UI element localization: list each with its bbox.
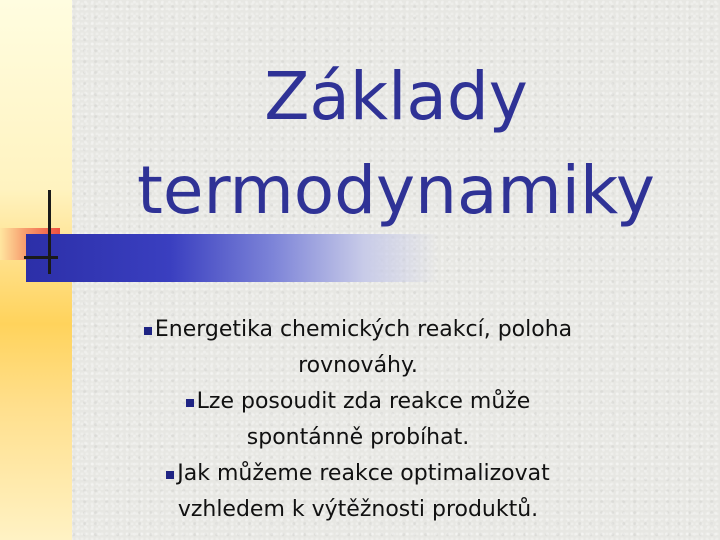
slide-title xyxy=(72,50,720,238)
bullet-text-line2: rovnováhy. xyxy=(298,353,418,378)
slide-title-line2: termodynamiky xyxy=(137,152,655,229)
bullet-text-line1: Jak můžeme reakce optimalizovat xyxy=(177,461,550,486)
bullet-item xyxy=(108,456,608,528)
square-bullet-icon xyxy=(144,327,152,335)
square-bullet-icon xyxy=(186,399,194,407)
slide-title-line1: Základy xyxy=(264,58,528,135)
bullet-item xyxy=(108,384,608,456)
vertical-crosshair-line xyxy=(48,190,51,274)
bullet-list xyxy=(108,312,608,528)
bullet-text-line2: vzhledem k výtěžnosti produktů. xyxy=(177,497,539,522)
bullet-text-line1: Energetika chemických reakcí, poloha xyxy=(154,317,573,342)
bullet-text-line2: spontánně probíhat. xyxy=(246,425,470,450)
bullet-item xyxy=(108,312,608,384)
bullet-text-line1: Lze posoudit zda reakce může xyxy=(196,389,531,414)
horizontal-crosshair-line xyxy=(24,256,58,259)
square-bullet-icon xyxy=(166,471,174,479)
blue-accent-bar xyxy=(26,234,438,282)
